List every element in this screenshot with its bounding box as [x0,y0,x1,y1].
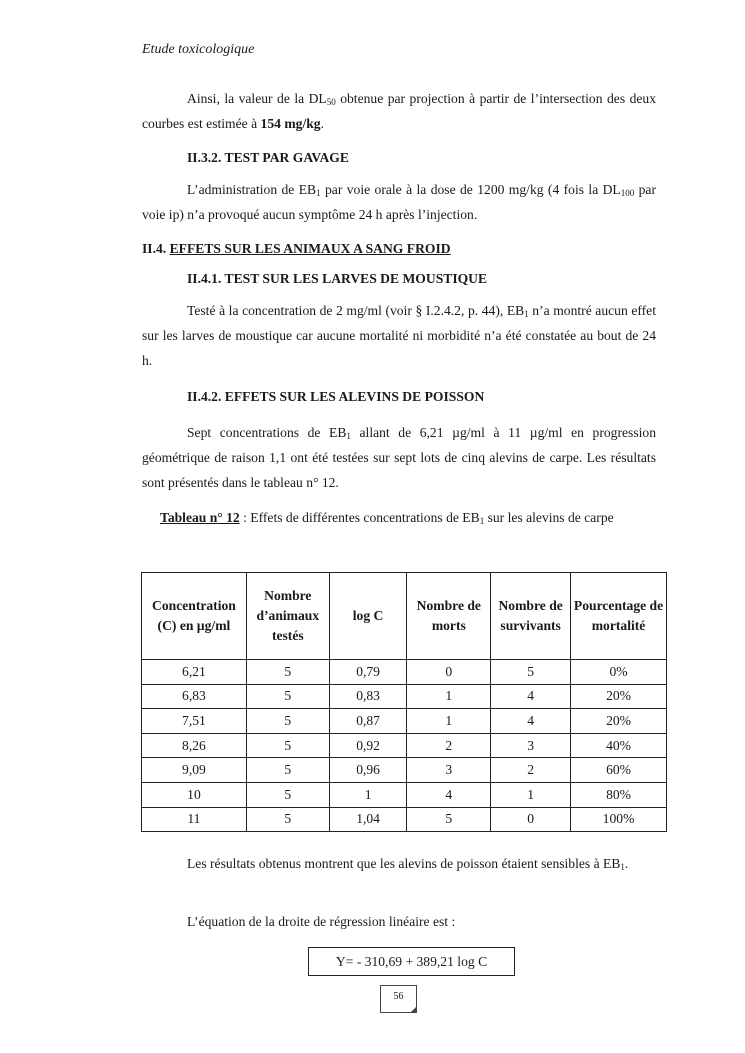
cell: 40% [571,733,667,758]
header-logc: log C [329,573,407,660]
paragraph-dl50 [142,86,656,136]
cell: 80% [571,782,667,807]
table-row [142,684,667,709]
text: allant de 6,21 µg/ml à 11 µg/ml en progression géométrique de raison 1,1 ont été testées sur sept lots de cinq alevins de carpe. Les résultats sont présentés dans le tableau n° 12. [142,425,656,490]
cell: 6,21 [142,660,247,685]
section-title-alevins: II.4.2. EFFETS SUR LES ALEVINS DE POISSON [187,389,485,404]
cell: 1 [329,782,407,807]
header-mortalite: Pourcentage de mortalité [571,573,667,660]
cell: 1 [407,709,491,734]
table-label: Tableau n° 12 [160,510,240,525]
results-table [141,572,667,832]
cell: 5 [491,660,571,685]
table-row [142,807,667,832]
table-row [142,660,667,685]
running-header: Etude toxicologique [142,42,255,57]
cell: 20% [571,709,667,734]
text: n’a montré aucun effet sur les larves de moustique car aucune mortalité ni morbidité n’a été constatée au bout de 24 h. [142,303,656,368]
subscript: 50 [326,97,336,107]
header-concentration: Concentration (C) en µg/ml [142,573,247,660]
cell: 0,79 [329,660,407,685]
cell: 7,51 [142,709,247,734]
cell: 0% [571,660,667,685]
cell: 5 [246,660,329,685]
text: Ainsi, la valeur de la DL [187,91,327,106]
cell: 0,96 [329,758,407,783]
text: . [624,856,629,871]
cell: 5 [246,684,329,709]
table-row [142,758,667,783]
cell: 3 [407,758,491,783]
subscript: 1 [346,431,351,441]
header-morts: Nombre de morts [407,573,491,660]
cell: 5 [407,807,491,832]
cell: 1 [407,684,491,709]
text: obtenue par projection à partir de l’intersection des deux courbes est estimée à [142,91,656,131]
section-number: II.4. [142,241,170,256]
paragraph-equation-intro: L’équation de la droite de régression linéaire est : [187,914,456,929]
page-number: 56 [380,985,417,1013]
subscript: 1 [479,516,485,526]
table-row [142,782,667,807]
cell: 100% [571,807,667,832]
cell: 1 [491,782,571,807]
regression-equation: Y= - 310,69 + 389,21 log C [308,947,515,976]
header-animaux: Nombre d’animaux testés [246,573,329,660]
table-row [142,709,667,734]
paragraph-moustique [142,298,656,373]
text: . [320,116,324,131]
cell: 5 [246,782,329,807]
text: Sept concentrations de EB [187,425,347,440]
cell: 0,87 [329,709,407,734]
cell: 5 [246,758,329,783]
paragraph-sensibilite [142,851,656,876]
paragraph-alevins [142,420,656,495]
header-survivants: Nombre de survivants [491,573,571,660]
text: sur les alevins de carpe [484,510,614,525]
cell: 5 [246,733,329,758]
text: : Effets de différentes concentrations de EB [239,510,480,525]
cell: 0,92 [329,733,407,758]
paragraph-gavage [142,177,656,227]
table-header-row [142,573,667,660]
section-title-moustique: II.4.1. TEST SUR LES LARVES DE MOUSTIQUE [187,271,488,286]
dl50-value: 154 mg/kg [260,116,321,131]
subscript: 1 [524,309,529,319]
cell: 10 [142,782,247,807]
text: par voie orale à la dose de 1200 mg/kg (4 fois la DL [320,182,621,197]
section-title-sang-froid [142,241,451,257]
cell: 5 [246,807,329,832]
cell: 4 [491,709,571,734]
text: Testé à la concentration de 2 mg/ml (voir § I.2.4.2, p. 44), EB [187,303,525,318]
cell: 11 [142,807,247,832]
table-caption [160,505,640,531]
text: par voie ip) n’a provoqué aucun symptôme 24 h après l’injection. [142,182,656,222]
cell: 9,09 [142,758,247,783]
cell: 6,83 [142,684,247,709]
cell: 2 [407,733,491,758]
cell: 4 [407,782,491,807]
cell: 1,04 [329,807,407,832]
text: Les résultats obtenus montrent que les alevins de poisson étaient sensibles à EB [187,856,621,871]
cell: 0 [491,807,571,832]
cell: 60% [571,758,667,783]
section-title-gavage: II.3.2. TEST PAR GAVAGE [187,150,349,165]
cell: 20% [571,684,667,709]
cell: 0 [407,660,491,685]
cell: 0,83 [329,684,407,709]
subscript: 100 [620,188,635,198]
cell: 3 [491,733,571,758]
cell: 5 [246,709,329,734]
subscript: 1 [620,862,625,872]
cell: 4 [491,684,571,709]
section-heading: EFFETS SUR LES ANIMAUX A SANG FROID [169,241,451,256]
subscript: 1 [316,188,321,198]
table-row [142,733,667,758]
text: L’administration de EB [187,182,317,197]
cell: 2 [491,758,571,783]
cell: 8,26 [142,733,247,758]
